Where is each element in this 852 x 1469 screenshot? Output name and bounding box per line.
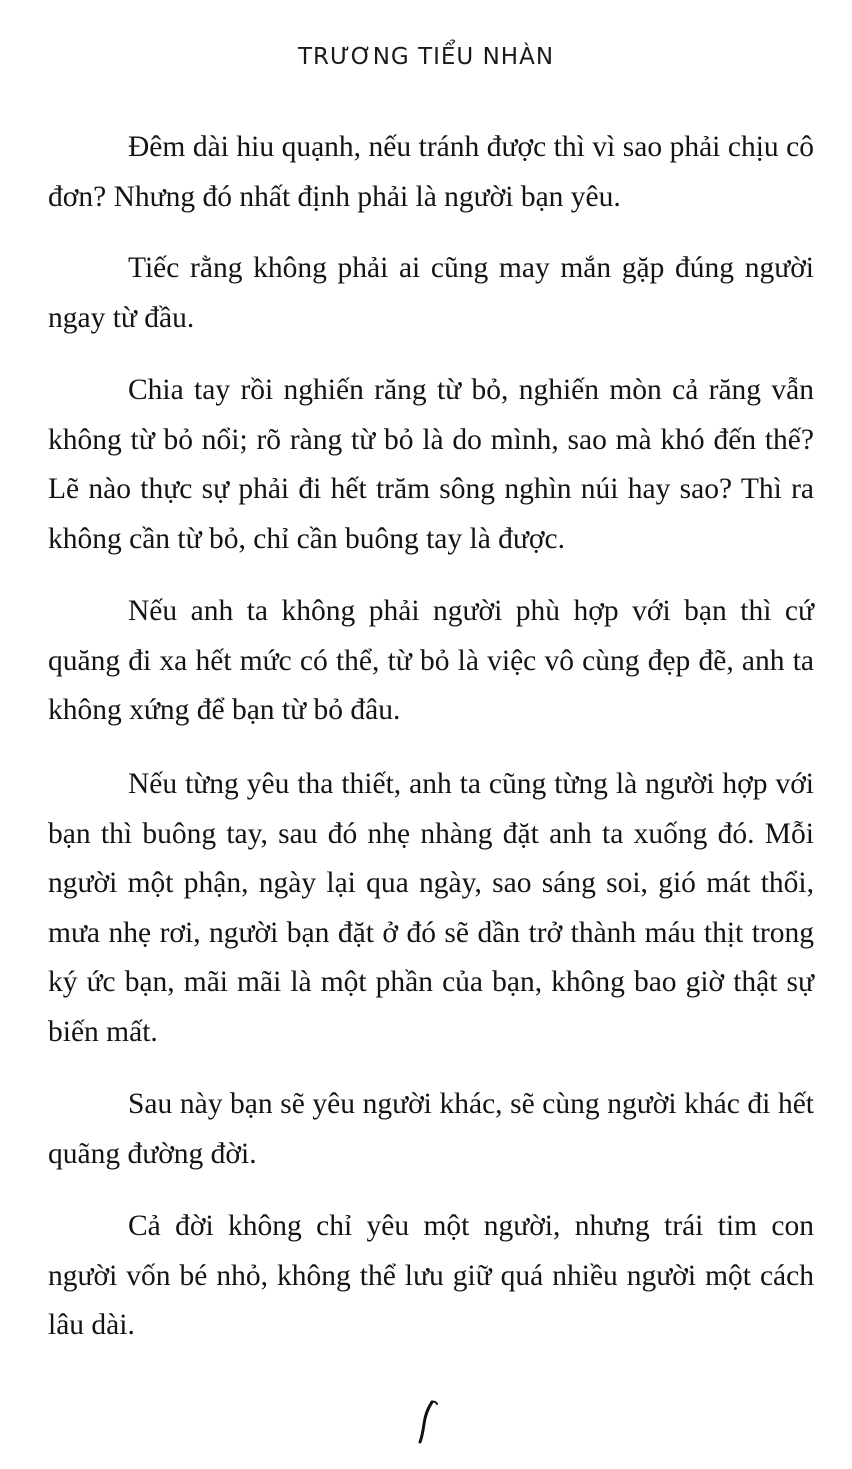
paragraph-block [48,366,814,564]
paragraph: Đêm dài hiu quạnh, nếu tránh được thì vì sao phải chịu cô đơn? Nhưng đó nhất định phải là người bạn yêu. [48,131,814,213]
paragraph-block [48,123,814,222]
paragraph-block [48,1080,814,1179]
paragraph: Nếu anh ta không phải người phù hợp với bạn thì cứ quăng đi xa hết mức có thể, từ bỏ là việc vô cùng đẹp đẽ, anh ta không xứng để bạn từ bỏ đâu. [48,595,814,726]
paragraph-block [48,244,814,343]
paragraph-block [48,760,814,1057]
paragraph-block [48,587,814,736]
paragraph: Cả đời không chỉ yêu một người, nhưng trái tim con người vốn bé nhỏ, không thể lưu giữ quá nhiều người một cách lâu dài. [48,1210,814,1341]
running-header-title: TRƯƠNG TIỂU NHÀN [297,44,555,70]
paragraph: Sau này bạn sẽ yêu người khác, sẽ cùng người khác đi hết quãng đường đời. [48,1088,814,1170]
paragraph-block [48,1202,814,1351]
page-ornament-icon [416,1398,440,1446]
paragraph: Chia tay rồi nghiến răng từ bỏ, nghiến mòn cả răng vẫn không từ bỏ nổi; rõ ràng từ bỏ là do mình, sao mà khó đến thế? Lẽ nào thực sự phải đi hết trăm sông nghìn núi hay sao? Thì ra không cần từ bỏ, chỉ cần buông tay là được. [48,374,814,555]
paragraph: Nếu từng yêu tha thiết, anh ta cũng từng là người hợp với bạn thì buông tay, sau đó nhẹ nhàng đặt anh ta xuống đó. Mỗi người một phận, ngày lại qua ngày, sao sáng soi, gió mát thổi, mưa nhẹ rơi, người bạn đặt ở đó sẽ dần trở thành máu thịt trong ký ức bạn, mãi mãi là một phần của bạn, không bao giờ thật sự biến mất. [48,768,814,1048]
paragraph: Tiếc rằng không phải ai cũng may mắn gặp đúng người ngay từ đầu. [48,252,814,334]
